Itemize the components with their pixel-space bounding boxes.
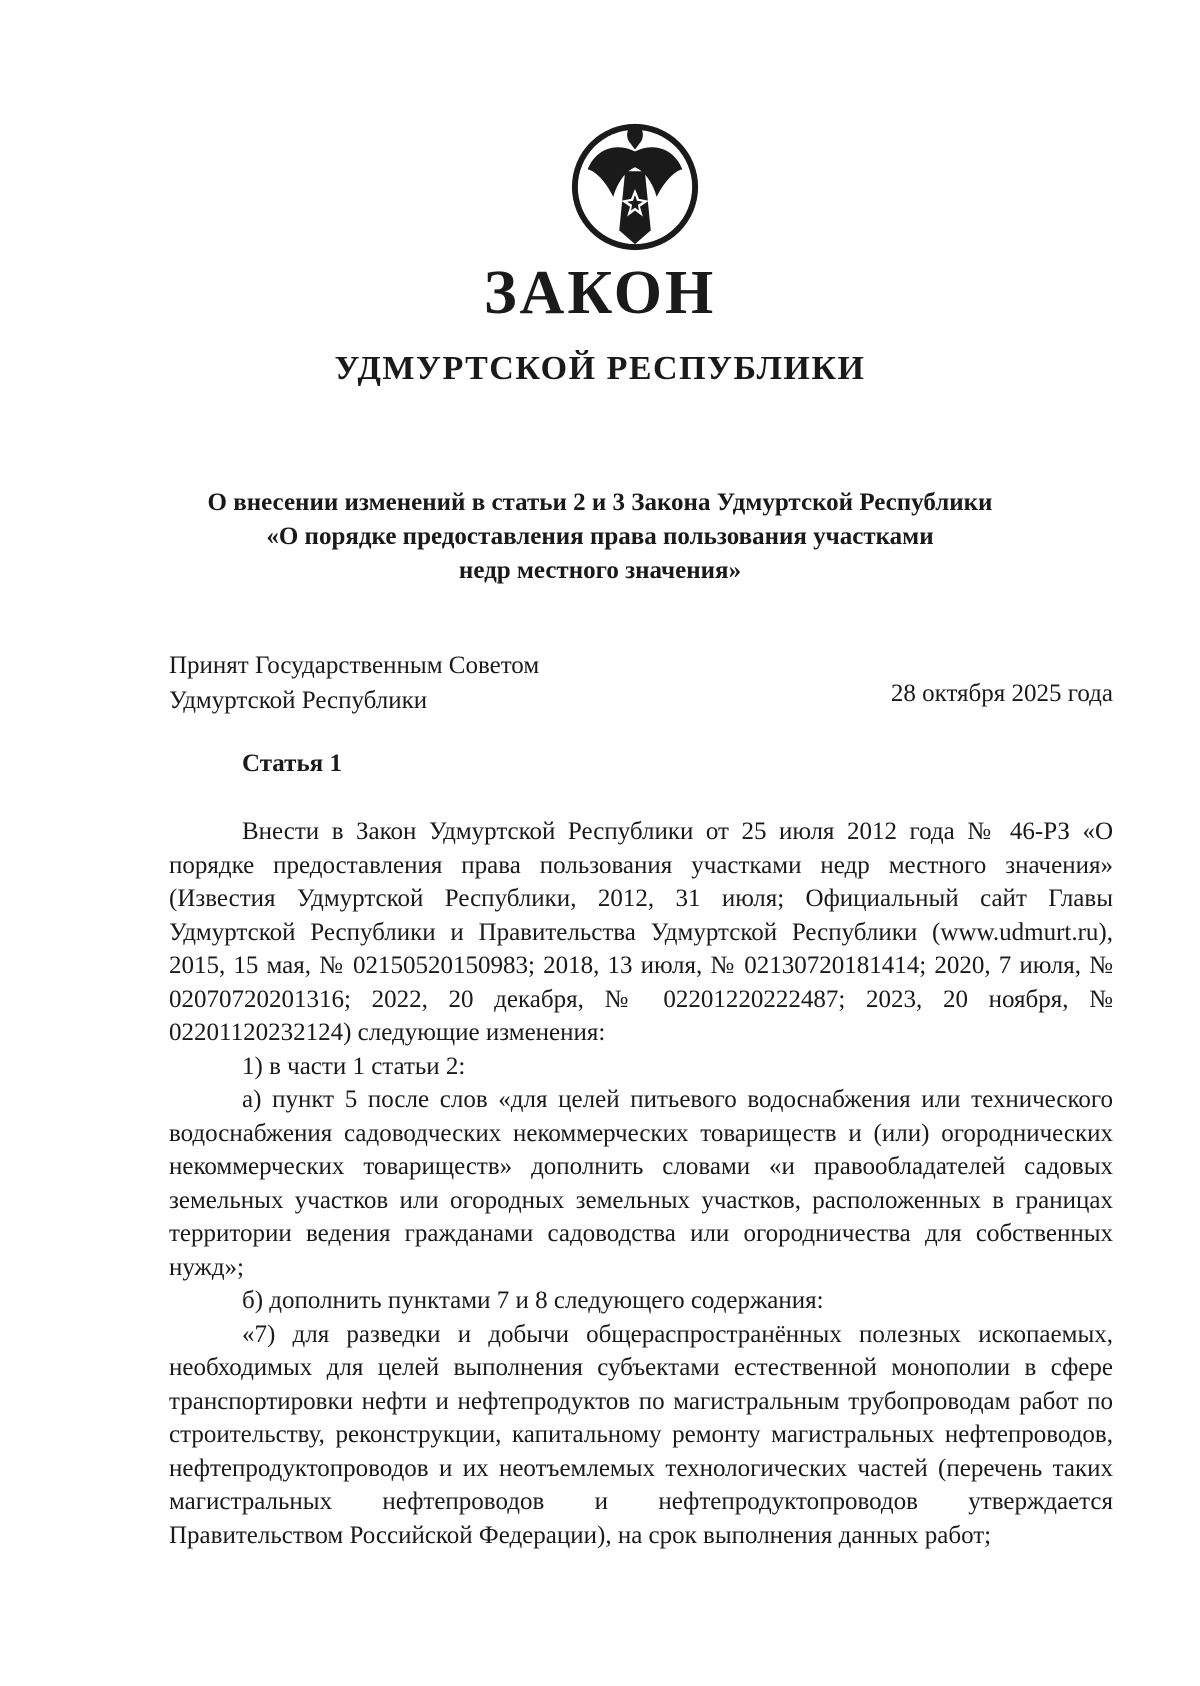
article-paragraph: 1) в части 1 статьи 2:: [242, 1052, 466, 1080]
adoption-statement: [169, 648, 539, 718]
law-subtitle: УДМУРТСКОЙ РЕСПУБЛИКИ: [334, 350, 866, 387]
adoption-line: Принят Государственным Советом: [169, 652, 540, 679]
law-heading: [0, 486, 1200, 588]
article-paragraph: б) дополнить пунктами 7 и 8 следующего содержания:: [242, 1287, 824, 1314]
adoption-line: Удмуртской Республики: [169, 687, 428, 714]
heading-line: недр местного значения»: [458, 557, 742, 584]
law-title: ЗАКОН: [483, 259, 717, 327]
coat-of-arms-icon: [566, 112, 704, 260]
article-paragraph: Внести в Закон Удмуртской Республики от 25 июля 2012 года № 46-РЗ «О порядке предоставления права пользования участками недр местного значения» (Известия Удмуртской Республики, 2012, 31 июля; Официальный сайт Главы Удмуртской Республики и Правительства Удмуртской Республики (www.udmurt.ru), 2015, 15 мая, № 02150520150983; 2018, 13 июля, № 02130720181414; 2020, 7 июля, № 02070720201316; 2022, 20 декабря, № 02201220222487; 2023, 20 ноября, № 02201120232124) следующие изменения:: [169, 818, 1113, 1046]
article-paragraph: «7) для разведки и добычи общераспространённых полезных ископаемых, необходимых для целей выполнения субъектами естественной монополии в сфере транспортировки нефти и нефтепродуктов по магистральным трубопроводам работ по строительству, реконструкции, капитальному ремонту магистральных нефтепроводов, нефтепродуктопроводов и их неотъемлемых технологических частей (перечень таких магистральных нефтепроводов и нефтепродуктопроводов утверждается Правительством Российской Федерации), на срок выполнения данных работ;: [169, 1320, 1113, 1549]
article-title: Статья 1: [242, 750, 342, 777]
article-body: [169, 815, 1113, 1552]
adoption-date: 28 октября 2025 года: [890, 680, 1113, 707]
article-paragraph: а) пункт 5 после слов «для целей питьевого водоснабжения или технического водоснабжения садоводческих некоммерческих товариществ и (или) огороднических некоммерческих товариществ» дополнить словами «и правообладателей садовых земельных участков или огородных земельных участков, расположенных в границах территории ведения гражданами садоводства или огородничества для собственных нужд»;: [169, 1086, 1113, 1281]
heading-line: О внесении изменений в статьи 2 и 3 Закона Удмуртской Республики: [207, 489, 993, 516]
heading-line: «О порядке предоставления права пользования участками: [266, 523, 934, 550]
